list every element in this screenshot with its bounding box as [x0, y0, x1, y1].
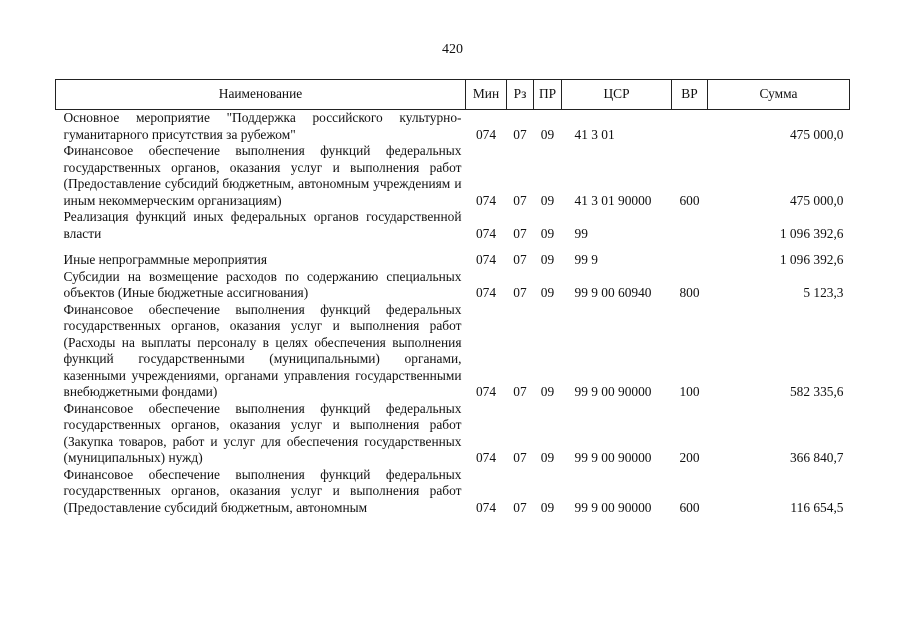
header-pr: ПР: [534, 80, 562, 110]
row-csr: 99 9 00 90000: [574, 384, 652, 399]
table-row: [56, 269, 850, 302]
row-pr: 09: [540, 285, 555, 300]
row-vr: 800: [679, 285, 700, 300]
row-sum: 1 096 392,6: [779, 252, 844, 267]
row-rz: 07: [513, 285, 527, 300]
row-sum: 475 000,0: [789, 192, 844, 208]
row-pr: 09: [540, 450, 555, 465]
table-row: [56, 302, 850, 401]
row-name: Иные непрограммные мероприятия: [63, 252, 267, 267]
row-rz: 07: [513, 225, 527, 241]
row-csr: 99 9 00 60940: [574, 285, 652, 300]
row-sum: 5 123,3: [803, 285, 844, 300]
row-name: Финансовое обеспечение выполнения функций федеральных государственных органов, оказания услуг и выполнения работ (Закупка товаров, работ и услуг для обеспечения государственных (муниципальных) нужд): [63, 400, 462, 465]
row-csr: 99 9 00 90000: [574, 499, 652, 515]
row-min: 074: [475, 384, 497, 399]
row-name: Финансовое обеспечение выполнения функций федеральных государственных органов, оказания услуг и выполнения работ (Расходы на выплаты персоналу в целях обеспечения выполнения функций государственными (муниципальными) органами, казенными учреждениями, органами управления государственными внебюджетными фондами): [63, 301, 462, 399]
page-number: 420: [442, 42, 463, 57]
budget-table: [55, 79, 850, 516]
row-pr: 09: [540, 384, 555, 399]
table-row: [56, 209, 850, 242]
row-min: 074: [475, 450, 497, 465]
header-name: Наименование: [56, 80, 466, 110]
row-min: 074: [475, 225, 497, 241]
row-name: Реализация функций иных федеральных органов государственной власти: [63, 209, 462, 241]
row-vr: 600: [679, 192, 700, 208]
header-rz: Рз: [507, 80, 534, 110]
row-min: 074: [475, 192, 497, 208]
row-sum: 366 840,7: [789, 450, 844, 465]
row-csr: 99: [574, 225, 588, 241]
table-row: [56, 242, 850, 269]
row-csr: 41 3 01 90000: [574, 192, 652, 208]
table-header-row: [56, 80, 850, 110]
row-vr: [672, 110, 708, 144]
row-min: 074: [475, 252, 497, 267]
row-name: Финансовое обеспечение выполнения функций федеральных государственных органов, оказания услуг и выполнения работ (Предоставление субсидий бюджетным, автономным: [63, 466, 462, 515]
header-min: Мин: [466, 80, 507, 110]
row-vr: 200: [679, 450, 700, 465]
row-sum: 582 335,6: [789, 384, 844, 399]
table-row: [56, 467, 850, 517]
table-row: [56, 143, 850, 209]
row-name: Субсидии на возмещение расходов по содержанию специальных объектов (Иные бюджетные ассигнования): [63, 268, 462, 300]
row-vr: 600: [679, 499, 700, 515]
row-rz: 07: [513, 192, 527, 208]
row-csr: 99 9 00 90000: [574, 450, 652, 465]
row-rz: 07: [513, 126, 527, 142]
row-pr: 09: [540, 126, 555, 142]
row-rz: 07: [513, 252, 527, 267]
row-vr: [672, 209, 708, 242]
row-min: 074: [475, 126, 497, 142]
row-pr: 09: [540, 499, 555, 515]
row-min: 074: [475, 285, 497, 300]
row-csr: 99 9: [574, 252, 598, 267]
row-vr: [672, 242, 708, 269]
row-min: 074: [475, 499, 497, 515]
row-rz: 07: [513, 450, 527, 465]
header-csr: ЦСР: [562, 80, 672, 110]
row-sum: 116 654,5: [790, 499, 844, 515]
row-sum: 475 000,0: [789, 126, 844, 142]
row-name: Основное мероприятие "Поддержка российского культурно-гуманитарного присутствия за рубежом": [63, 110, 462, 142]
table-row: [56, 110, 850, 144]
header-vr: ВР: [672, 80, 708, 110]
row-rz: 07: [513, 384, 527, 399]
row-pr: 09: [540, 252, 555, 267]
row-csr: 41 3 01: [574, 126, 615, 142]
row-name: Финансовое обеспечение выполнения функций федеральных государственных органов, оказания услуг и выполнения работ (Предоставление субсидий бюджетным, автономным учреждениям и иным некоммерческим организациям): [63, 143, 462, 208]
row-vr: 100: [679, 384, 700, 399]
row-sum: 1 096 392,6: [779, 225, 844, 241]
row-pr: 09: [540, 192, 555, 208]
table-row: [56, 401, 850, 467]
header-sum: Сумма: [708, 80, 850, 110]
row-rz: 07: [513, 499, 527, 515]
row-pr: 09: [540, 225, 555, 241]
